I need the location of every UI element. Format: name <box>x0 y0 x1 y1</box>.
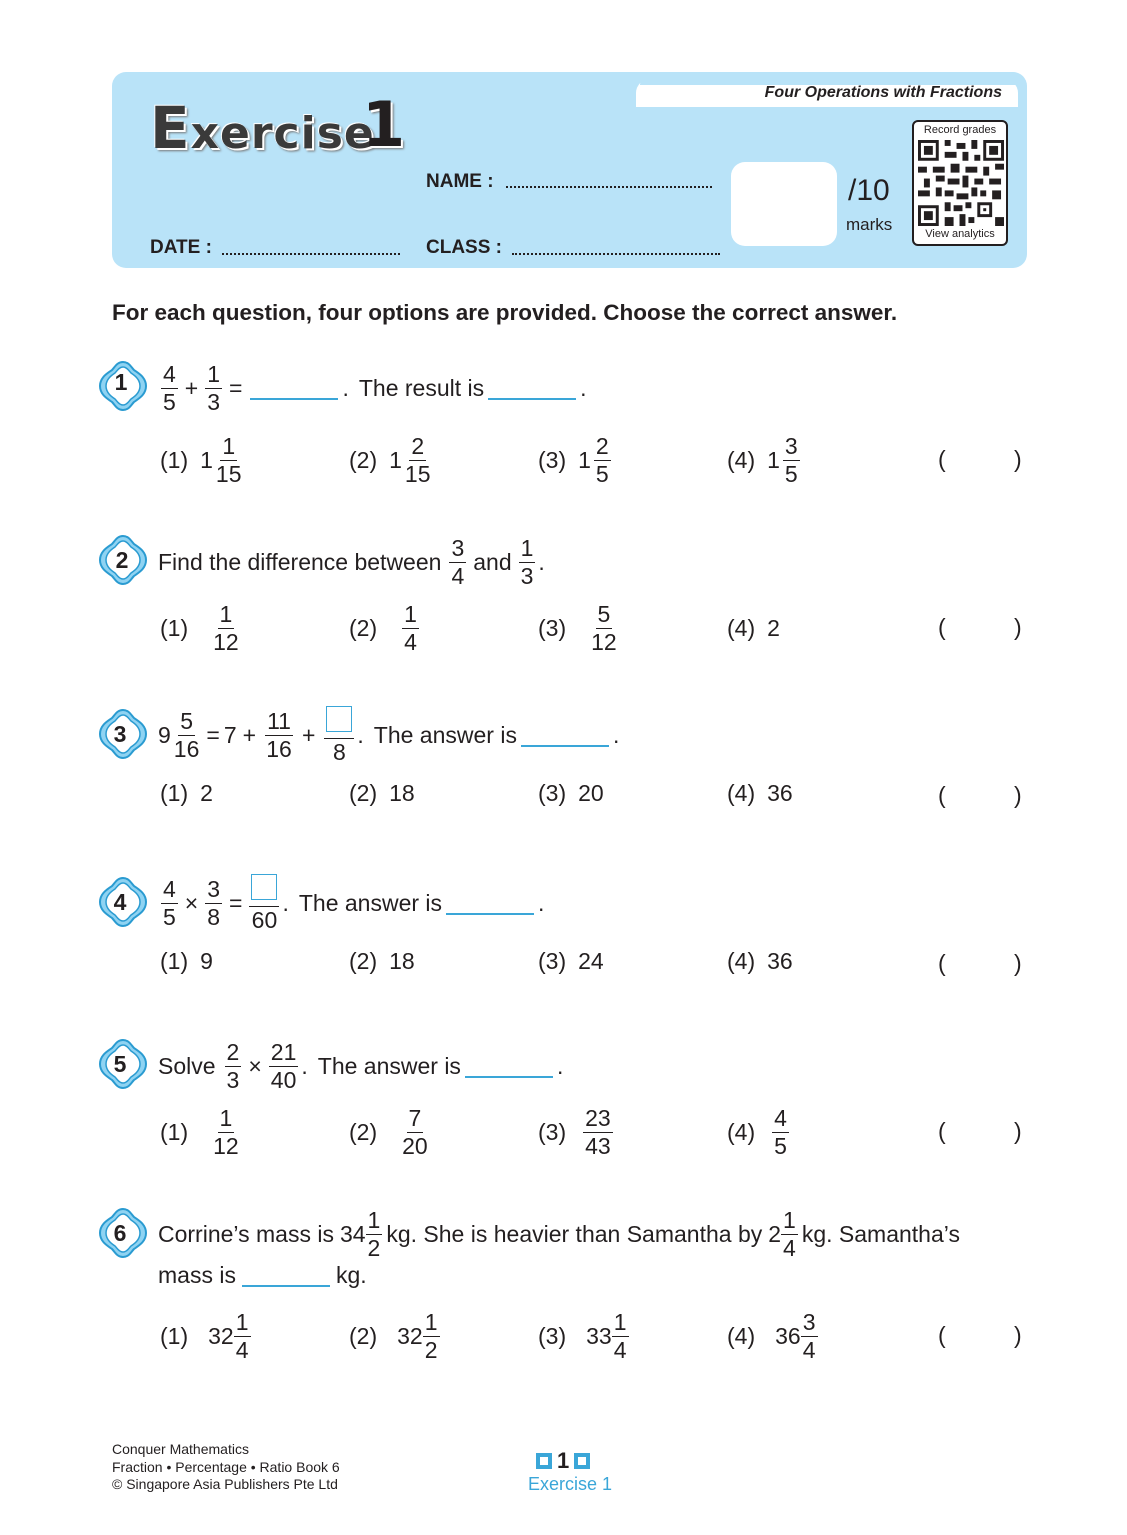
option-1[interactable]: (1) 2 <box>160 780 213 806</box>
class-field[interactable] <box>512 253 720 255</box>
page-number-block <box>536 1448 590 1474</box>
option-4[interactable]: (4) 36 $\frac{3}{4}$ <box>727 1308 816 1363</box>
question-5-text: Solve $\frac{2}{3}$ × $\frac{21}{40}$ . The answer is . <box>158 1038 564 1093</box>
option-3[interactable]: (3) $\frac{23}{43}$ <box>538 1104 611 1159</box>
option-2[interactable]: (2) 1 $\frac{2}{15}$ <box>349 432 431 487</box>
answer-blank[interactable] <box>250 376 338 400</box>
fraction: $\frac{1}{3}$ <box>207 360 221 415</box>
option-4[interactable]: (4) 1 $\frac{3}{5}$ <box>727 432 798 487</box>
option-3[interactable]: (3) 33 $\frac{1}{4}$ <box>538 1308 627 1363</box>
question-6-number: 6 <box>113 1220 127 1246</box>
fraction: $\frac{4}{5}$ <box>163 360 176 415</box>
instruction-text: For each question, four options are provided. Choose the correct answer. <box>112 300 898 325</box>
option-2[interactable]: (2) 32 $\frac{1}{2}$ <box>349 1308 438 1363</box>
question-4-text: $\frac{4}{5}$ × $\frac{3}{8}$ = 60 . The answer is . <box>163 875 545 933</box>
answer-blank[interactable] <box>521 723 609 747</box>
answer-bracket-open: ( <box>938 446 946 472</box>
option-3[interactable]: (3) 20 <box>538 780 604 806</box>
question-4-number: 4 <box>113 889 127 915</box>
answer-bracket-close: ) <box>1014 1118 1022 1144</box>
answer-blank[interactable] <box>465 1054 553 1078</box>
answer-bracket-close: ) <box>1014 782 1022 808</box>
exercise-title: Exercise <box>150 94 375 162</box>
answer-bracket-close: ) <box>1014 614 1022 640</box>
footer-copyright: © Singapore Asia Publishers Pte Ltd <box>112 1476 338 1492</box>
option-2[interactable]: (2) 18 <box>349 780 415 806</box>
score-total: /10 <box>848 174 890 207</box>
qr-record-label: Record grades <box>923 124 997 136</box>
question-1-text: $\frac{4}{5}$ + $\frac{1}{3}$ = . The result is . <box>163 360 587 415</box>
answer-bracket-open: ( <box>938 1118 946 1144</box>
page-square-icon <box>574 1453 590 1469</box>
option-1[interactable]: (1) $\frac{1}{12}$ <box>160 600 239 655</box>
question-3-text: 9 $\frac{5}{16}$ = 7 + $\frac{11}{16}$ + 8 . The answer is . <box>158 707 620 765</box>
score-box[interactable] <box>731 162 837 246</box>
answer-bracket-open: ( <box>938 1322 946 1348</box>
answer-blank[interactable] <box>446 891 534 915</box>
answer-bracket-open: ( <box>938 950 946 976</box>
question-2-text: Find the difference between $\frac{3}{4}$ and $\frac{1}{3}$ . <box>158 534 545 589</box>
option-2[interactable]: (2) $\frac{7}{20}$ <box>349 1104 428 1159</box>
question-2-number: 2 <box>115 547 129 573</box>
option-1[interactable]: (1) 32 $\frac{1}{4}$ <box>160 1308 249 1363</box>
answer-box[interactable] <box>251 874 277 900</box>
question-5-number: 5 <box>113 1051 127 1077</box>
answer-bracket-open: ( <box>938 614 946 640</box>
option-4[interactable]: (4) $\frac{4}{5}$ <box>727 1104 787 1159</box>
date-label: DATE : <box>150 237 212 258</box>
qr-code-icon <box>918 140 1004 226</box>
option-1[interactable]: (1) 9 <box>160 948 213 974</box>
qr-analytics-label: View analytics <box>925 228 995 240</box>
question-3-number: 3 <box>113 721 127 747</box>
page-exercise-label: Exercise 1 <box>527 1474 613 1494</box>
option-4[interactable]: (4) 36 <box>727 948 793 974</box>
date-field[interactable] <box>222 253 400 255</box>
answer-box[interactable] <box>326 706 352 732</box>
footer-credits <box>112 1441 340 1494</box>
qr-code-panel[interactable] <box>912 120 1008 246</box>
option-1[interactable]: (1) $\frac{1}{12}$ <box>160 1104 239 1159</box>
question-1-number: 1 <box>114 369 128 395</box>
name-label: NAME : <box>426 171 494 192</box>
question-6-text-line2: mass is kg. <box>158 1261 367 1288</box>
option-1[interactable]: (1) 1 $\frac{1}{15}$ <box>160 432 242 487</box>
topic-title: Four Operations with Fractions <box>764 84 1002 101</box>
name-field[interactable] <box>506 186 712 188</box>
answer-bracket-close: ) <box>1014 950 1022 976</box>
option-2[interactable]: (2) 18 <box>349 948 415 974</box>
option-3[interactable]: (3) 1 $\frac{2}{5}$ <box>538 432 609 487</box>
option-3[interactable]: (3) $\frac{5}{12}$ <box>538 600 617 655</box>
option-4[interactable]: (4) 36 <box>727 780 793 806</box>
answer-bracket-close: ) <box>1014 1322 1022 1348</box>
option-4[interactable]: (4) 2 <box>727 614 780 641</box>
page-square-icon <box>536 1453 552 1469</box>
page-number: 1 <box>557 1448 570 1473</box>
answer-bracket-open: ( <box>938 782 946 808</box>
class-label: CLASS : <box>426 237 502 258</box>
answer-bracket-close: ) <box>1014 446 1022 472</box>
option-3[interactable]: (3) 24 <box>538 948 604 974</box>
footer-series: Conquer Mathematics <box>112 1441 249 1457</box>
option-2[interactable]: (2) $\frac{1}{4}$ <box>349 600 417 655</box>
answer-blank[interactable] <box>242 1263 330 1287</box>
answer-blank[interactable] <box>488 376 576 400</box>
marks-label: marks <box>846 215 893 234</box>
exercise-number: 1 <box>362 88 406 161</box>
question-6-text: Corrine’s mass is 34 $\frac{1}{2}$ kg. She is heavier than Samantha by 2 $\frac{1}{4}$ kg. Samantha’s <box>158 1206 960 1261</box>
footer-book: Fraction • Percentage • Ratio Book 6 <box>112 1458 340 1475</box>
